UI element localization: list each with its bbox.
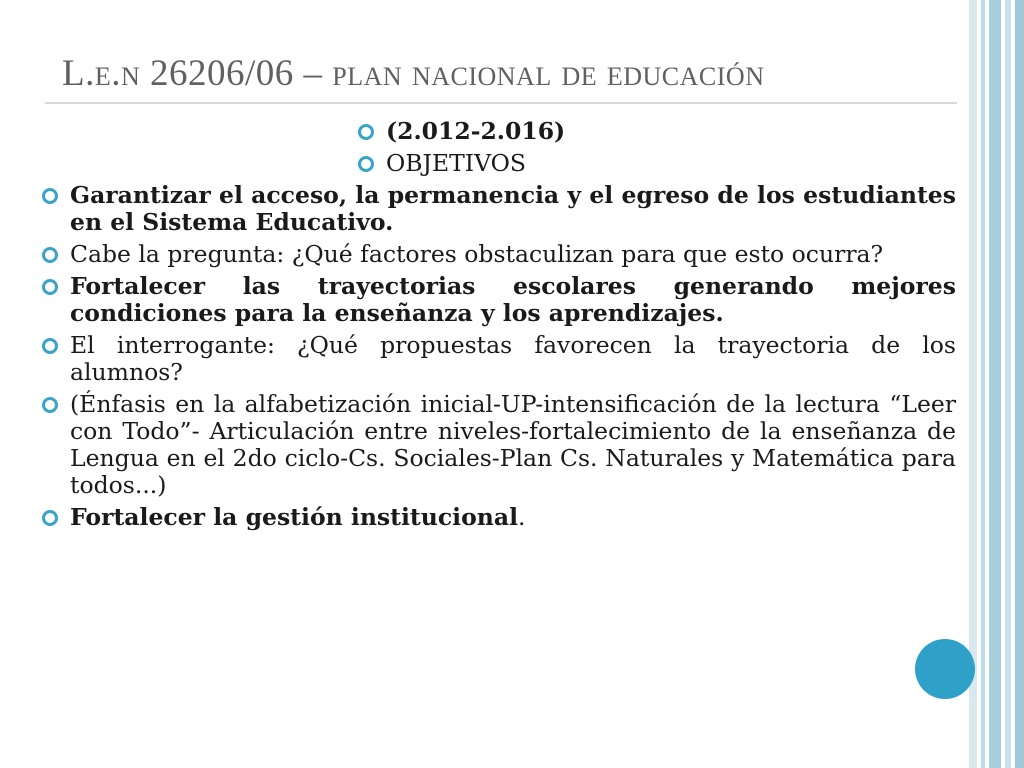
bullet-icon xyxy=(42,279,58,295)
bullet-icon xyxy=(42,247,58,263)
slide-title xyxy=(62,52,962,95)
bullet-icon xyxy=(42,510,58,526)
title-part-3: – plan nacional de educación xyxy=(303,53,765,94)
bullet-icon xyxy=(358,124,374,140)
bullet-icon xyxy=(358,156,374,172)
decorative-side-bars xyxy=(969,0,1024,768)
side-bar xyxy=(989,0,1001,768)
list-item-objective-2: Fortalecer las trayectorias escolares generando mejores condiciones para la enseñanza y los aprendizajes. xyxy=(36,273,956,327)
list-item-objectives-heading: OBJETIVOS xyxy=(386,150,956,177)
title-part-2: 26206/06 xyxy=(150,53,294,94)
list-item-objective-1: Garantizar el acceso, la permanencia y el egreso de los estudiantes en el Sistema Educativo. xyxy=(36,182,956,236)
title-part-1: L.e.n xyxy=(62,53,141,94)
side-bar xyxy=(1005,0,1011,768)
list-item-question-1: Cabe la pregunta: ¿Qué factores obstaculizan para que esto ocurra? xyxy=(36,241,956,268)
bullet-icon xyxy=(42,188,58,204)
side-bar xyxy=(1015,0,1024,768)
side-bar xyxy=(981,0,985,768)
bullet-list xyxy=(36,118,956,536)
list-item-emphasis: (Énfasis en la alfabetización inicial-UP-intensificación de la lectura “Leer con Todo”- Articulación entre niveles-fortalecimiento de la enseñanza de Lengua en el 2do ciclo-Cs. Sociales-Plan Cs. Naturales y Matemática para todos...) xyxy=(36,391,956,499)
title-divider xyxy=(45,102,957,104)
list-item-objective-3: Fortalecer la gestión institucional. xyxy=(36,504,956,531)
bullet-icon xyxy=(42,338,58,354)
bullet-icon xyxy=(42,397,58,413)
list-item-question-2: El interrogante: ¿Qué propuestas favorecen la trayectoria de los alumnos? xyxy=(36,332,956,386)
decorative-circle-icon xyxy=(915,639,975,699)
list-item-period: (2.012-2.016) xyxy=(386,118,956,145)
